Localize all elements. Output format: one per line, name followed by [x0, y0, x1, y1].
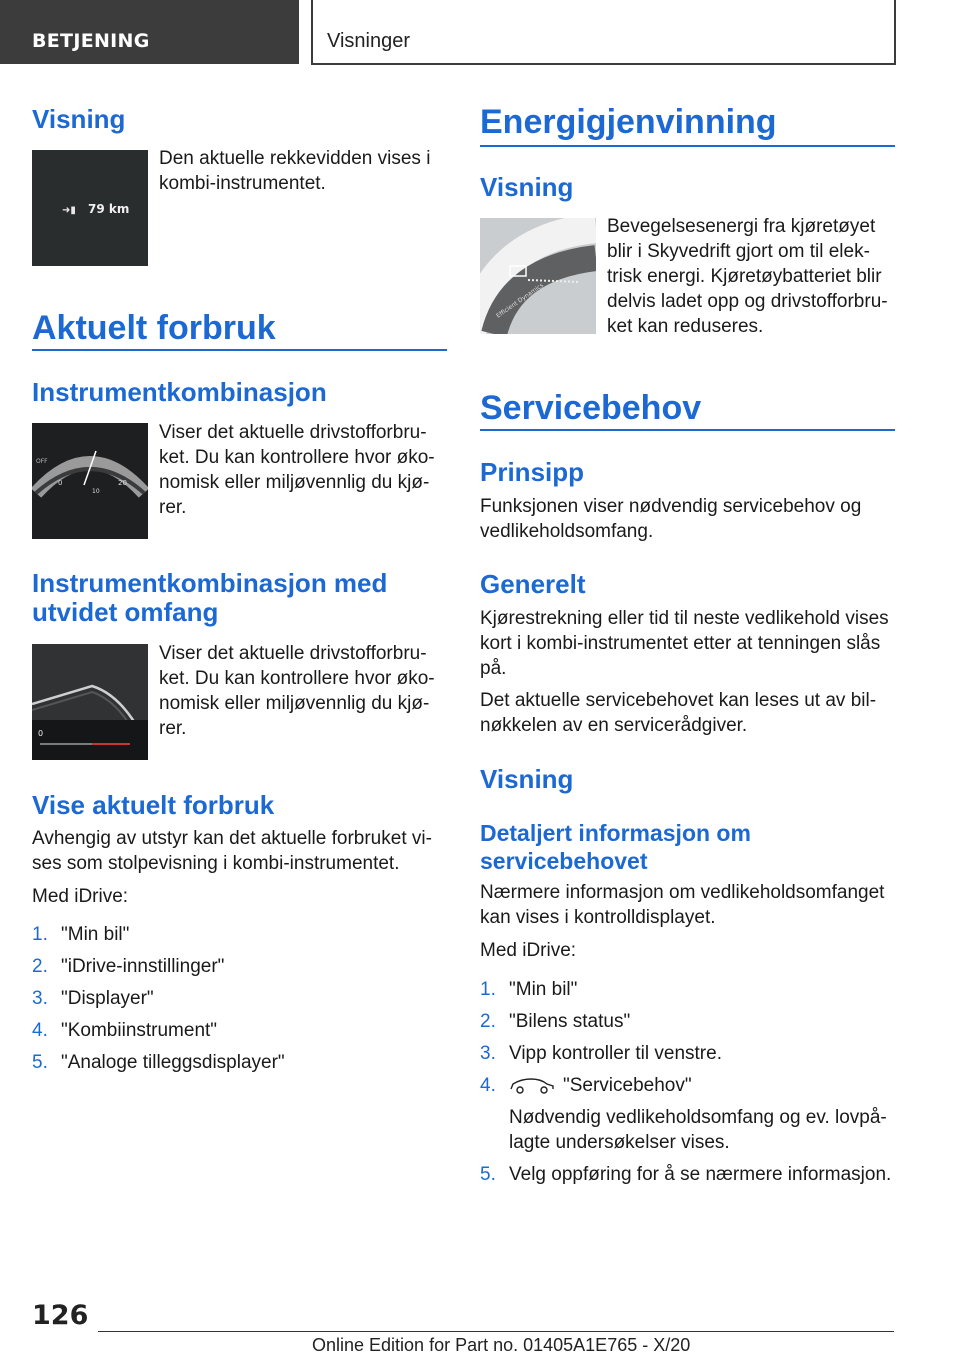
idrive-label-right: Med iDrive:	[480, 940, 577, 961]
svg-text:0: 0	[38, 729, 44, 738]
vise-aktuelt-heading: Vise aktuelt forbruk	[32, 790, 275, 820]
svg-text:OFF: OFF	[36, 458, 48, 465]
footer-edition: Online Edition for Part no. 01405A1E765 - X/20	[312, 1335, 691, 1355]
list-item: 3. "Displayer"	[32, 988, 154, 1009]
detaljert-heading: Detaljert informasjon om servicebehovet	[480, 820, 751, 874]
section-rule	[32, 349, 447, 351]
generelt-text-1: Kjørestrekning eller tid til neste vedlikehold vises kort i kombi-instrumentet etter at tenningen slås på.	[480, 608, 889, 679]
svg-text:10: 10	[92, 488, 100, 495]
header-chapter-title: Visninger	[311, 0, 896, 65]
visning-right-heading: Visning	[480, 172, 574, 202]
step-note: Nødvendig vedlikeholdsomfang og ev. lovpå-lagte undersøkelser vises.	[509, 1107, 887, 1153]
range-display-image	[32, 150, 148, 266]
range-readout: 79 km	[88, 202, 130, 216]
list-item: 2. "iDrive-innstillinger"	[32, 956, 225, 977]
extended-gauge-image	[32, 644, 148, 760]
header-section-tab[interactable]: BETJENING	[0, 0, 299, 64]
energigjenvinning-heading: Energigjenvinning	[480, 103, 777, 141]
list-item: 4. "Kombiinstrument"	[32, 1020, 218, 1041]
right-steps-list	[480, 977, 895, 1194]
fuel-pump-icon: ➜▮	[62, 205, 76, 216]
section-rule	[480, 145, 895, 147]
generelt-text-2: Det aktuelle servicebehovet kan leses ut av bil-nøkkelen av en servicerådgiver.	[480, 690, 877, 736]
idrive-label: Med iDrive:	[32, 886, 129, 907]
prinsipp-text: Funksjonen viser nødvendig servicebehov og vedlikeholdsomfang.	[480, 496, 862, 542]
list-item: 2. "Bilens status"	[480, 1011, 631, 1032]
visning-text: Den aktuelle rekkevidden vises i kombi-instrumentet.	[159, 148, 431, 194]
page-number: 126	[32, 1300, 89, 1331]
section-rule	[480, 429, 895, 431]
svg-text:0: 0	[58, 479, 63, 487]
generelt-heading: Generelt	[480, 569, 586, 599]
car-icon	[509, 1076, 555, 1094]
list-item: 5. Velg oppføring for å se nærmere informasjon.	[480, 1164, 892, 1185]
servicebehov-heading: Servicebehov	[480, 389, 702, 427]
list-item: 3. Vipp kontroller til venstre.	[480, 1043, 722, 1064]
instrumentkombinasjon-utvidet-heading: Instrumentkombinasjon med utvidet omfang	[32, 568, 388, 627]
list-item: 4. "Servicebehov" Nødvendig vedlikeholdsomfang og ev. lovpå-lagte undersøkelser vises.	[480, 1073, 895, 1155]
detaljert-text: Nærmere informasjon om vedlikeholdsomfanget kan vises i kontrolldisplayet.	[480, 882, 885, 928]
visning-heading: Visning	[32, 104, 126, 134]
instrumentkombinasjon-heading: Instrumentkombinasjon	[32, 377, 327, 407]
prinsipp-heading: Prinsipp	[480, 457, 585, 487]
vise-aktuelt-text: Avhengig av utstyr kan det aktuelle forbruket vi-ses som stolpevisning i kombi-instrumentet.	[32, 828, 432, 874]
left-steps-list	[32, 922, 447, 1082]
consumption-gauge-image	[32, 423, 148, 539]
instrumentkombinasjon-text: Viser det aktuelle drivstofforbru-ket. Du kan kontrollere hvor øko-nomisk eller miljøvennlig du kjø-rer.	[159, 422, 435, 518]
svg-text:Efficient Dynamics: Efficient Dynamics	[495, 281, 545, 320]
svg-text:20: 20	[118, 479, 127, 487]
instrumentkombinasjon-utvidet-text: Viser det aktuelle drivstofforbru-ket. Du kan kontrollere hvor øko-nomisk eller miljøvennlig du kjø-rer.	[159, 643, 435, 739]
aktuelt-forbruk-heading: Aktuelt forbruk	[32, 309, 276, 347]
list-item: 1. "Min bil"	[32, 924, 130, 945]
footer-rule	[98, 1331, 894, 1332]
list-item: 1. "Min bil"	[480, 979, 578, 1000]
energigjenvinning-text: Bevegelsesenergi fra kjøretøyet blir i Skyvedrift gjort om til elek-trisk energi. Kjøretøybatteriet blir delvis ladet opp og drivstofforbru-ket kan reduseres.	[607, 216, 888, 337]
list-item: 5. "Analoge tilleggsdisplayer"	[32, 1052, 285, 1073]
visning-service-heading: Visning	[480, 764, 574, 794]
efficient-dynamics-image	[480, 218, 596, 334]
